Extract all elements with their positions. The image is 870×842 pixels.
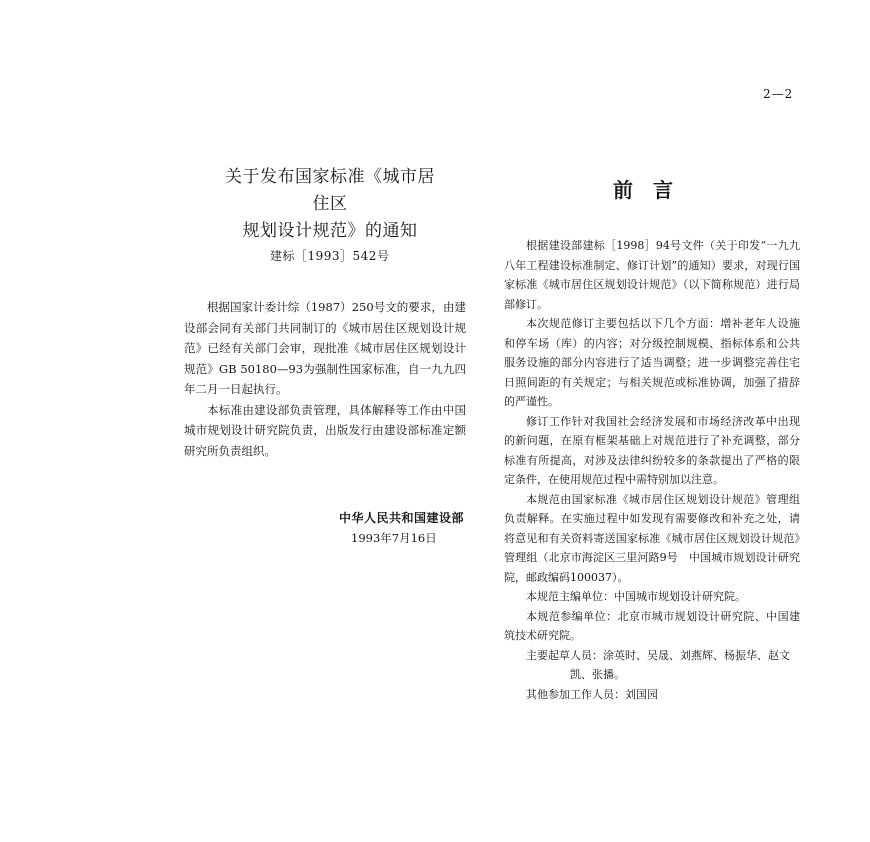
notice-title-line-2: 规划设计规范》的通知 — [242, 221, 418, 241]
preface-other-staff: 其他参加工作人员：刘国园 — [526, 687, 658, 701]
preface-drafters-continued: 凯、张播。 — [570, 668, 625, 681]
page-number: 2—2 — [763, 87, 794, 101]
preface-paragraph: 本规范主编单位：中国城市规划设计研究院。 — [526, 590, 746, 603]
preface-drafters: 主要起草人员：涂英时、吴晟、刘燕辉、杨振华、赵文 — [526, 648, 790, 662]
preface-title: 前 言 — [613, 178, 673, 202]
preface-paragraph: 本规范由国家标准《城市居住区规划设计规范》管理组负责解释。在实施过程中如发现有需要修改和补充之处，请将意见和有关资料寄送国家标准《城市居住区规划设计规范》管理组（北京市海淀区三里河路9号 中国城市规划设计研究院，邮政编码100037）。 — [504, 492, 800, 584]
issue-date: 1993年7月16日 — [351, 531, 437, 545]
notice-paragraph: 根据国家计委计综（1987）250号文的要求，由建设部会同有关部门共同制订的《城市居住区规划设计规范》已经有关部门会审，现批准《城市居住区规划设计规范》GB 50180—93为强制性国家标准，自一九九四年二月一日起执行。 — [184, 300, 466, 396]
notice-title — [222, 164, 438, 245]
document-number: 建标［1993］542号 — [270, 249, 390, 263]
preface-body — [504, 236, 800, 704]
notice-title-line-1: 关于发布国家标准《城市居住区 — [225, 167, 435, 214]
preface-paragraph: 本次规范修订主要包括以下几个方面：增补老年人设施和停车场（库）的内容；对分级控制规模、指标体系和公共服务设施的部分内容进行了适当调整；进一步调整完善住宅日照间距的有关规定；与相关规范或标准协调，加强了措辞的严谨性。 — [504, 317, 800, 408]
notice-body — [184, 297, 466, 461]
preface-paragraph: 根据建设部建标［1998］94号文件（关于印发“一九九八年工程建设标准制定、修订计划”的通知）要求，对现行国家标准《城市居住区规划设计规范》（以下简称规范）进行局部修订。 — [504, 239, 800, 311]
notice-paragraph: 本标准由建设部负责管理，具体解释等工作由中国城市规划设计研究院负责，出版发行由建设部标准定额研究所负责组织。 — [184, 402, 466, 458]
preface-paragraph: 修订工作针对我国社会经济发展和市场经济改革中出现的新问题，在原有框架基础上对规范进行了补充调整，部分标准有所提高，对涉及法律纠纷较多的条款提出了严格的限定条件，在使用规范过程中需特别加以注意。 — [504, 414, 800, 486]
issuer: 中华人民共和国建设部 — [339, 511, 465, 525]
preface-paragraph: 本规范参编单位：北京市城市规划设计研究院、中国建筑技术研究院。 — [504, 609, 800, 642]
